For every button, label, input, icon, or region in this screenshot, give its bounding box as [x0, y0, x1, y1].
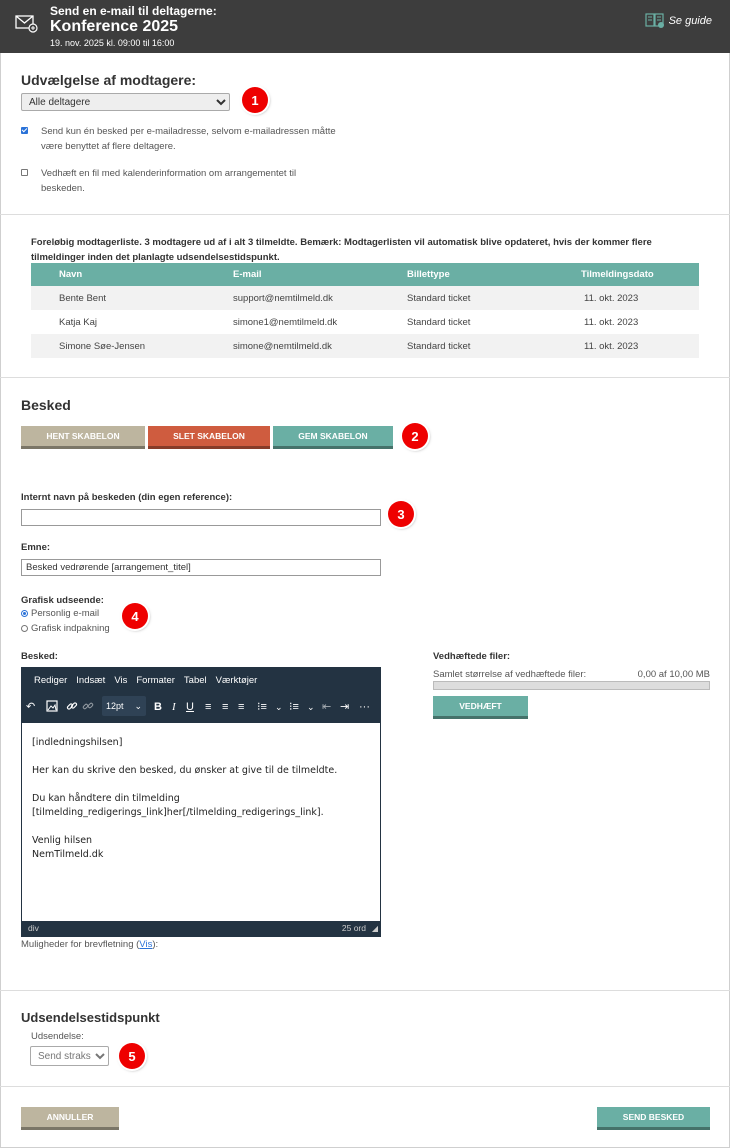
- divider: [0, 1086, 730, 1087]
- menu-insert[interactable]: Indsæt: [76, 674, 106, 686]
- subject-label: Emne:: [21, 542, 51, 553]
- font-size-value: 12pt: [106, 701, 124, 711]
- editor-statusbar: [22, 921, 380, 936]
- cell-ticket: Standard ticket: [379, 334, 553, 358]
- cell-email: support@nemtilmeld.dk: [205, 286, 379, 310]
- personal-email-label: Personlig e-mail: [31, 608, 100, 619]
- divider: [0, 377, 730, 378]
- table-row: [31, 286, 699, 310]
- bold-icon[interactable]: B: [154, 701, 162, 713]
- chevron-down-icon[interactable]: ⌄: [307, 702, 315, 712]
- badge-5: 5: [119, 1043, 145, 1069]
- table-header-row: [31, 263, 699, 286]
- merge-suffix: ):: [152, 939, 159, 950]
- align-center-icon[interactable]: ≡: [222, 701, 229, 713]
- personal-email-radio[interactable]: [21, 610, 28, 617]
- merge-options: [21, 937, 158, 952]
- table-row: [31, 310, 699, 334]
- cell-date: 11. okt. 2023: [553, 286, 699, 310]
- image-icon[interactable]: [46, 700, 58, 716]
- badge-3: 3: [388, 501, 414, 527]
- align-right-icon[interactable]: ≡: [238, 701, 245, 713]
- attachments-size-value: 0,00 af 10,00 MB: [637, 669, 710, 680]
- closing-line: NemTilmeld.dk: [32, 849, 104, 860]
- underline-icon[interactable]: U: [186, 701, 194, 713]
- menu-edit[interactable]: Rediger: [34, 674, 68, 686]
- cell-name: Bente Bent: [31, 286, 205, 310]
- badge-1: 1: [242, 87, 268, 113]
- single-email-label: Send kun én besked per e-mailadresse, selvom e-mailadressen måtte være benyttet af flere deltagere.: [41, 126, 336, 152]
- single-email-checkbox[interactable]: [21, 127, 28, 134]
- calendar-file-label: Vedhæft en fil med kalenderinformation om arrangementet til beskeden.: [41, 168, 297, 194]
- link-icon[interactable]: [66, 700, 78, 716]
- schedule-label: Udsendelse:: [31, 1031, 84, 1042]
- divider: [0, 214, 730, 215]
- editor-toolbar: [22, 692, 380, 723]
- send-time-select[interactable]: [30, 1046, 109, 1066]
- closing-line: Venlig hilsen: [32, 835, 93, 846]
- cell-email: simone1@nemtilmeld.dk: [205, 310, 379, 334]
- cell-name: Katja Kaj: [31, 310, 205, 334]
- event-date: 19. nov. 2025 kl. 09:00 til 16:00: [50, 38, 175, 48]
- italic-icon[interactable]: I: [172, 701, 176, 713]
- schedule-title: Udsendelsestidspunkt: [21, 1010, 160, 1025]
- word-count: 25 ord: [341, 923, 366, 933]
- chevron-down-icon[interactable]: ⌄: [275, 702, 283, 712]
- menu-table[interactable]: Tabel: [183, 674, 207, 686]
- send-button[interactable]: SEND BESKED: [597, 1107, 710, 1130]
- header: [0, 0, 730, 53]
- chevron-down-icon: ⌄: [134, 701, 142, 711]
- subject-input[interactable]: [21, 559, 381, 576]
- outdent-icon[interactable]: ⇤: [322, 701, 332, 713]
- cancel-button[interactable]: ANNULLER: [21, 1107, 119, 1130]
- align-left-icon[interactable]: ≡: [205, 701, 212, 713]
- col-ticket: Billettype: [379, 263, 553, 286]
- graphic-wrap-radio[interactable]: [21, 625, 28, 632]
- appearance-label: Grafisk udseende:: [21, 595, 104, 606]
- body-label: Besked:: [21, 651, 58, 662]
- cell-name: Simone Søe-Jensen: [31, 334, 205, 358]
- font-size-select[interactable]: [102, 696, 146, 716]
- book-icon: [645, 13, 665, 29]
- load-template-button[interactable]: HENT SKABELON: [21, 426, 145, 449]
- cell-ticket: Standard ticket: [379, 310, 553, 334]
- table-row: [31, 334, 699, 358]
- message-title: Besked: [21, 397, 71, 413]
- guide-label: Se guide: [668, 15, 712, 27]
- calendar-file-checkbox[interactable]: [21, 169, 28, 176]
- resize-handle-icon[interactable]: ◢: [371, 924, 378, 933]
- preview-note: Foreløbig modtagerliste. 3 modtagere ud af i alt 3 tilmeldte. Bemærk: Modtagerlisten vil automatisk blive opdateret, hvis der kommer flere tilmeldinger inden det planlagte udsendelsestidspunkt.: [31, 237, 652, 263]
- internal-name-label: Internt navn på beskeden (din egen reference):: [21, 492, 233, 503]
- badge-4: 4: [122, 603, 148, 629]
- header-pretitle: Send en e-mail til deltagerne:: [50, 4, 217, 18]
- attachments-progress: [433, 681, 710, 690]
- guide-link[interactable]: [645, 13, 712, 29]
- editor-menubar: [22, 668, 380, 692]
- recipients-title: Udvælgelse af modtagere:: [21, 72, 197, 88]
- unlink-icon[interactable]: [82, 700, 94, 716]
- attach-button[interactable]: VEDHÆFT: [433, 696, 528, 719]
- col-name: Navn: [31, 263, 205, 286]
- undo-icon[interactable]: ↶: [26, 701, 36, 713]
- delete-template-button[interactable]: SLET SKABELON: [148, 426, 270, 449]
- recipient-table: [31, 263, 699, 358]
- attachments-title: Vedhæftede filer:: [433, 651, 511, 662]
- recipient-select[interactable]: [21, 93, 230, 111]
- cell-date: 11. okt. 2023: [553, 334, 699, 358]
- graphic-wrap-label: Grafisk indpakning: [31, 623, 110, 634]
- menu-view[interactable]: Vis: [114, 674, 128, 686]
- envelope-icon: [15, 14, 39, 34]
- badge-2: 2: [402, 423, 428, 449]
- body-line: Du kan håndtere din tilmelding: [32, 793, 180, 804]
- cell-date: 11. okt. 2023: [553, 310, 699, 334]
- element-path: div: [28, 923, 39, 933]
- internal-name-input[interactable]: [21, 509, 381, 526]
- editor-content[interactable]: [32, 736, 372, 862]
- greeting-placeholder: [indledningshilsen]: [32, 737, 123, 748]
- merge-prefix: Muligheder for brevfletning (: [21, 939, 140, 950]
- menu-format[interactable]: Formater: [136, 674, 175, 686]
- bullet-list-icon[interactable]: ⁝≡: [257, 701, 267, 713]
- merge-show-link[interactable]: Vis: [139, 939, 153, 950]
- more-icon[interactable]: ···: [359, 701, 370, 713]
- numbered-list-icon[interactable]: ⁝≡: [289, 701, 299, 713]
- indent-icon[interactable]: ⇥: [340, 701, 350, 713]
- body-line: [tilmelding_redigerings_link]her[/tilmelding_redigerings_link].: [32, 807, 324, 818]
- cell-email: simone@nemtilmeld.dk: [205, 334, 379, 358]
- event-title: Konference 2025: [50, 18, 179, 35]
- attachments-size-label: Samlet størrelse af vedhæftede filer:: [433, 669, 587, 680]
- cell-ticket: Standard ticket: [379, 286, 553, 310]
- col-email: E-mail: [205, 263, 379, 286]
- save-template-button[interactable]: GEM SKABELON: [273, 426, 393, 449]
- message-editor[interactable]: [21, 667, 381, 937]
- menu-tools[interactable]: Værktøjer: [215, 674, 258, 686]
- col-date: Tilmeldingsdato: [553, 263, 699, 286]
- divider: [0, 990, 730, 991]
- body-line: Her kan du skrive den besked, du ønsker at give til de tilmeldte.: [32, 765, 338, 776]
